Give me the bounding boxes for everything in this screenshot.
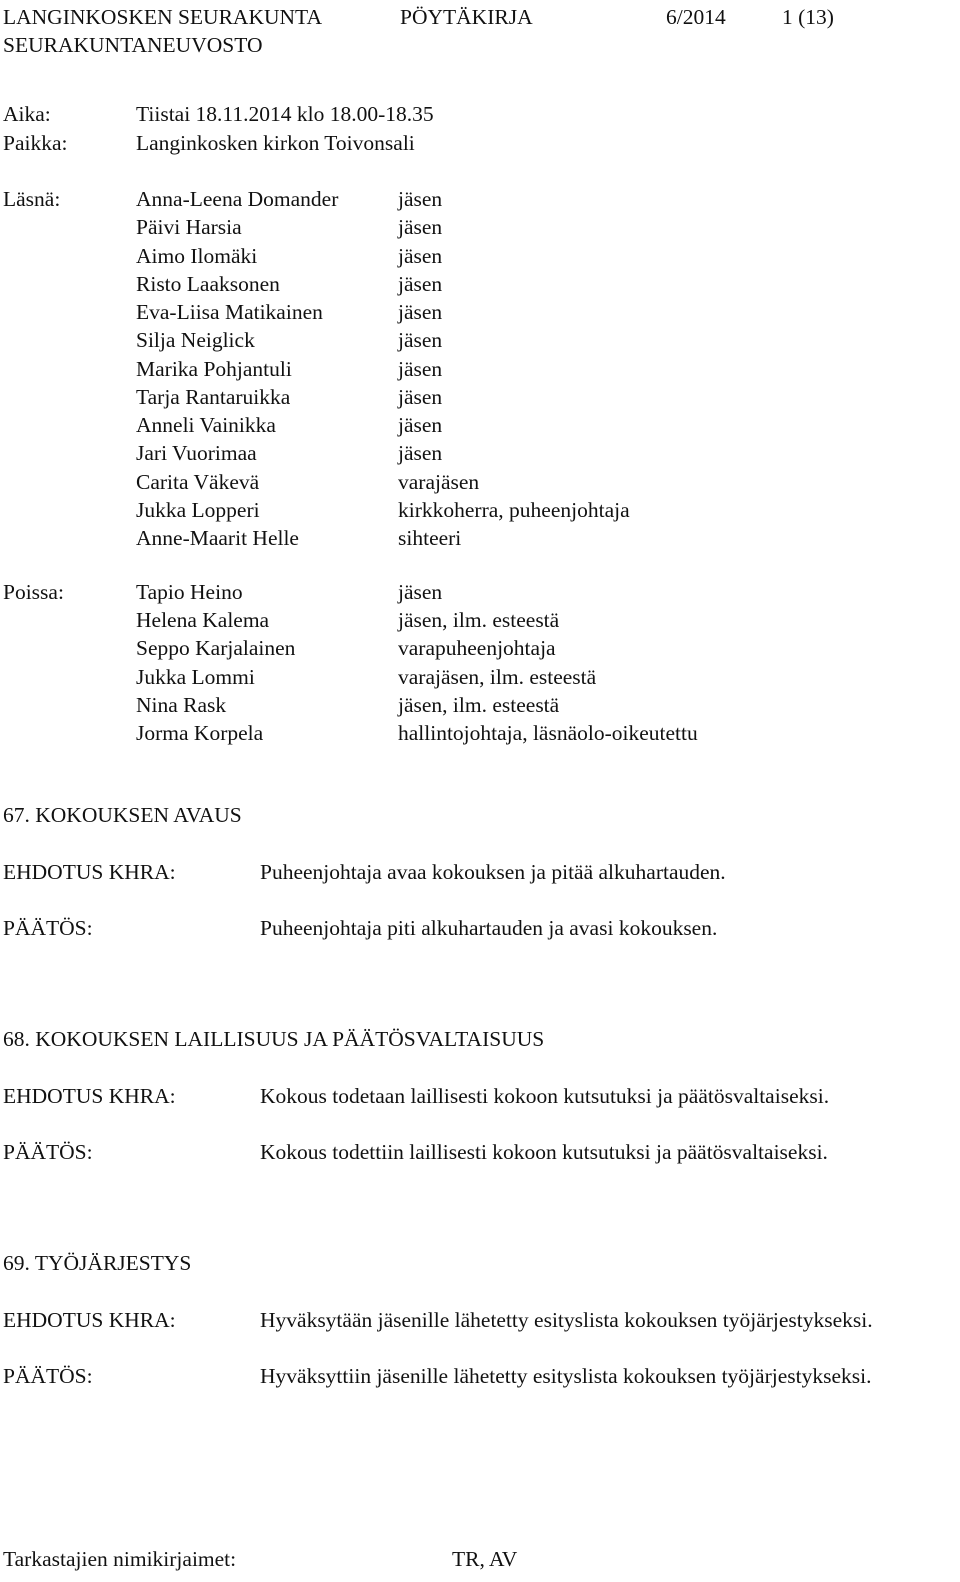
section-heading: 68. KOKOUKSEN LAILLISUUS JA PÄÄTÖSVALTAISUUS: [3, 1027, 545, 1051]
attendee-name: Tapio Heino: [136, 580, 243, 604]
proposal-text: Hyväksytään jäsenille lähetetty esityslista kokouksen työjärjestykseksi.: [260, 1308, 873, 1332]
checkers-label: Tarkastajien nimikirjaimet:: [3, 1547, 237, 1571]
document-type: PÖYTÄKIRJA: [400, 5, 533, 29]
decision-text: Hyväksyttiin jäsenille lähetetty esityslista kokouksen työjärjestykseksi.: [260, 1364, 872, 1388]
decision-label: PÄÄTÖS:: [3, 1364, 93, 1388]
attendee-role: jäsen: [398, 243, 443, 268]
attendee-role: jäsen, ilm. esteestä: [398, 608, 560, 633]
attendee-role: jäsen: [398, 441, 443, 466]
attendee-role: varajäsen: [398, 469, 480, 494]
proposal-label: EHDOTUS KHRA:: [3, 1084, 176, 1108]
attendee-name: Seppo Karjalainen: [136, 636, 296, 661]
place-value: Langinkosken kirkon Toivonsali: [136, 131, 415, 155]
attendee-role: sihteeri: [398, 526, 462, 550]
attendee-name: Jukka Lommi: [136, 664, 255, 689]
attendee-name: Silja Neiglick: [136, 328, 255, 353]
time-label: Aika:: [3, 102, 51, 126]
attendee-name: Aimo Ilomäki: [136, 243, 258, 268]
attendee-name: Anna-Leena Domander: [136, 187, 339, 211]
attendee-role: jäsen, ilm. esteestä: [398, 692, 560, 717]
attendee-name: Eva-Liisa Matikainen: [136, 300, 323, 324]
checkers-initials: TR, AV: [452, 1547, 518, 1571]
attendee-role: jäsen: [398, 580, 443, 604]
attendee-name: Päivi Harsia: [136, 215, 242, 240]
attendee-role: hallintojohtaja, läsnäolo-oikeutettu: [398, 721, 698, 745]
attendee-role: jäsen: [398, 187, 443, 211]
attendee-name: Tarja Rantaruikka: [136, 384, 291, 409]
place-label: Paikka:: [3, 131, 68, 155]
attendee-role: jäsen: [398, 356, 443, 381]
attendee-role: kirkkoherra, puheenjohtaja: [398, 497, 630, 522]
attendee-role: varapuheenjohtaja: [398, 636, 556, 661]
proposal-label: EHDOTUS KHRA:: [3, 1308, 176, 1332]
organization-name: LANGINKOSKEN SEURAKUNTA: [3, 5, 322, 29]
page-number: 1 (13): [782, 5, 834, 29]
decision-label: PÄÄTÖS:: [3, 916, 93, 940]
present-label: Läsnä:: [3, 187, 61, 211]
attendee-name: Jari Vuorimaa: [136, 441, 257, 466]
proposal-label: EHDOTUS KHRA:: [3, 860, 176, 884]
attendee-name: Helena Kalema: [136, 608, 270, 633]
proposal-text: Kokous todetaan laillisesti kokoon kutsutuksi ja päätösvaltaiseksi.: [260, 1084, 830, 1108]
attendee-role: varajäsen, ilm. esteestä: [398, 664, 597, 689]
decision-text: Kokous todettiin laillisesti kokoon kutsutuksi ja päätösvaltaiseksi.: [260, 1140, 828, 1164]
time-value: Tiistai 18.11.2014 klo 18.00-18.35: [136, 102, 434, 126]
attendee-name: Nina Rask: [136, 692, 227, 717]
document-number: 6/2014: [666, 5, 726, 29]
council-name: SEURAKUNTANEUVOSTO: [3, 33, 263, 57]
attendee-role: jäsen: [398, 413, 443, 437]
attendee-name: Anne-Maarit Helle: [136, 526, 299, 550]
attendee-role: jäsen: [398, 328, 443, 353]
attendee-name: Risto Laaksonen: [136, 271, 280, 296]
attendee-role: jäsen: [398, 300, 443, 324]
attendee-name: Anneli Vainikka: [136, 413, 276, 437]
attendee-role: jäsen: [398, 271, 443, 296]
attendee-name: Jorma Korpela: [136, 721, 264, 745]
section-heading: 69. TYÖJÄRJESTYS: [3, 1251, 192, 1275]
decision-text: Puheenjohtaja piti alkuhartauden ja avasi kokouksen.: [260, 916, 718, 940]
decision-label: PÄÄTÖS:: [3, 1140, 93, 1164]
section-heading: 67. KOKOUKSEN AVAUS: [3, 803, 242, 827]
attendee-name: Marika Pohjantuli: [136, 356, 292, 381]
proposal-text: Puheenjohtaja avaa kokouksen ja pitää alkuhartauden.: [260, 860, 726, 884]
attendee-name: Jukka Lopperi: [136, 497, 260, 522]
attendee-role: jäsen: [398, 384, 443, 409]
absent-label: Poissa:: [3, 580, 64, 604]
attendee-name: Carita Väkevä: [136, 469, 260, 494]
attendee-role: jäsen: [398, 215, 443, 240]
